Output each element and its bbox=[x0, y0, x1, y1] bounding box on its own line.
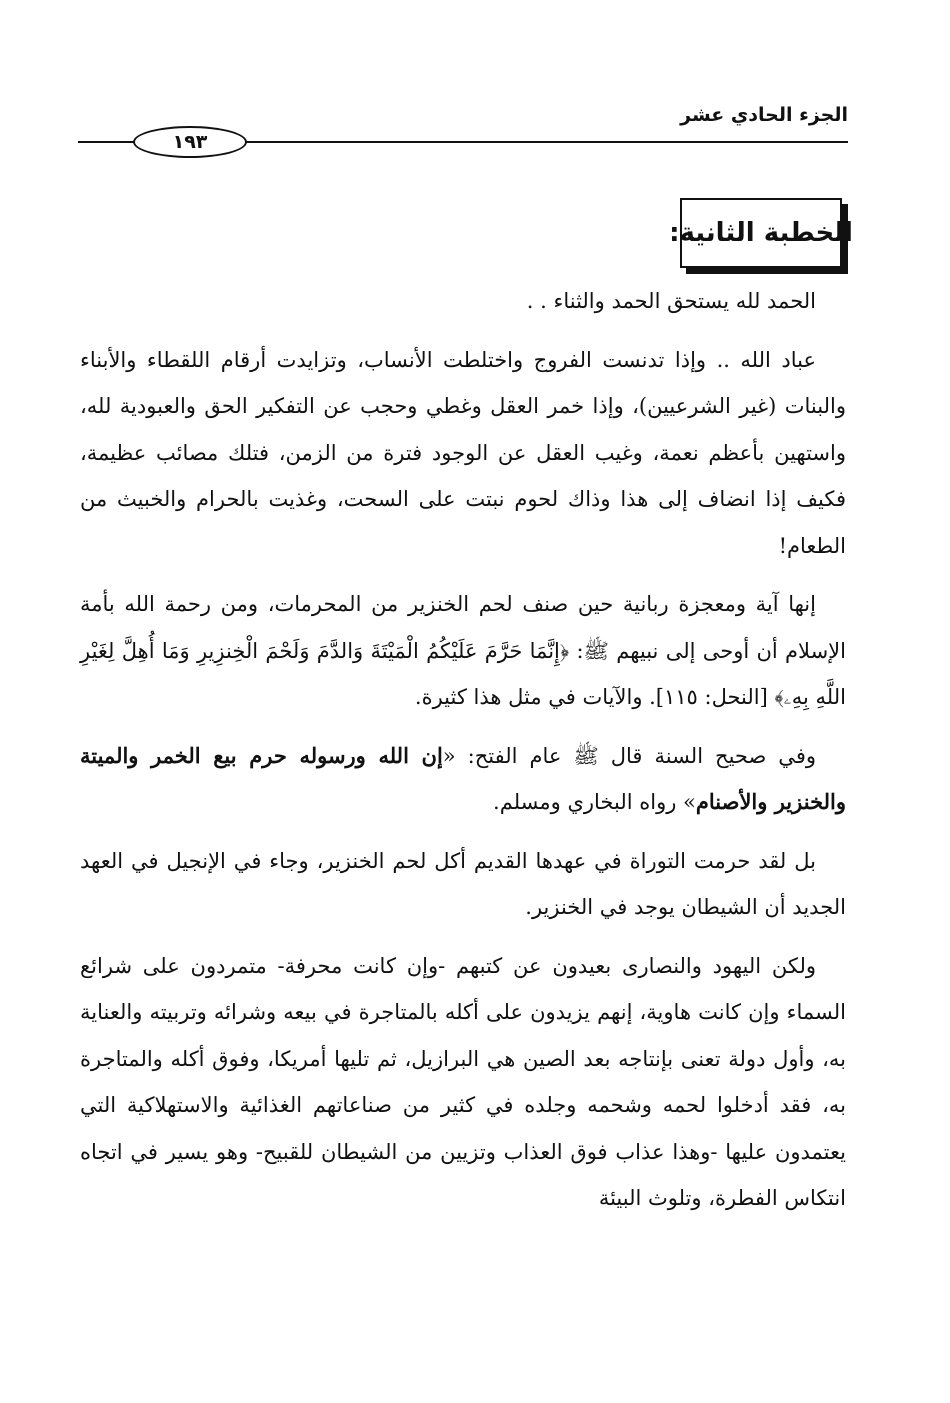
page-body bbox=[80, 278, 846, 1234]
page-number: ١٩٣ bbox=[133, 126, 247, 158]
header-title: الجزء الحادي عشر bbox=[680, 104, 848, 126]
paragraph-intro: عباد الله .. وإذا تدنست الفروج واختلطت الأنساب، وتزايدت أرقام اللقطاء والأبناء والبنات (غير الشرعيين)، وإذا خمر العقل وغطي وحجب عن التفكير الحق والعبودية لله، واستهين بأعظم نعمة، وغيب العقل عن الوجود فترة من الزمن، فتلك مصائب عظيمة، فكيف إذا انضاف إلى هذا وذاك لحوم نبتت على السحت، وغذيت بالحرام والخبيث من الطعام! bbox=[80, 347, 846, 558]
paragraph-praise: الحمد لله يستحق الحمد والثناء . . bbox=[526, 289, 816, 313]
paragraph-jews-christians: ولكن اليهود والنصارى بعيدون عن كتبهم -وإن كانت محرفة- متمردون على شرائع السماء وإن كانت هاوية، إنهم يزيدون على أكله بالمتاجرة في بيعه وشرائه وتربيته والعناية به، وأول دولة تعنى بإنتاجه بعد الصين هي البرازيل، ثم تليها أمريكا، وفوق أكله والمتاجرة به، فقد أدخلوا لحمه وشحمه وجلده في كثير من صناعاتهم الغذائية والاستهلاكية التي يعتمدون عليها -وهذا عذاب فوق العذاب وتزيين من الشيطان للقبيح- وهو يسير في اتجاه انتكاس الفطرة، وتلوث البيئة bbox=[80, 953, 846, 1210]
page-header bbox=[78, 100, 848, 162]
hadith-intro: وفي صحيح السنة قال ﷺ عام الفتح: « bbox=[442, 743, 816, 768]
paragraph-quran-verse: إنها آية ومعجزة ربانية حين صنف لحم الخنزير من المحرمات، ومن رحمة الله بأمة الإسلام أن أوحى إلى نبيهم ﷺ: ﴿إِنَّمَا حَرَّمَ عَلَيْكُمُ الْمَيْتَةَ وَالدَّمَ وَلَحْمَ الْخِنزِيرِ وَمَا أُهِلَّ لِغَيْرِ اللَّهِ بِهِۦ﴾ [النحل: ١١٥]. والآيات في مثل هذا كثيرة. bbox=[80, 592, 846, 709]
section-title: الخطبة الثانية: bbox=[669, 218, 853, 248]
hadith-source: » رواه البخاري ومسلم. bbox=[493, 790, 696, 814]
paragraph-torah-gospel: بل لقد حرمت التوراة في عهدها القديم أكل لحم الخنزير، وجاء في الإنجيل في العهد الجديد أن الشيطان يوجد في الخنزير. bbox=[80, 848, 846, 919]
section-title-box bbox=[669, 198, 853, 268]
hadith-quote: إن الله ورسوله حرم بيع الخمر والميتة والخنزير والأصنام bbox=[80, 742, 846, 814]
paragraph-hadith bbox=[80, 733, 846, 826]
